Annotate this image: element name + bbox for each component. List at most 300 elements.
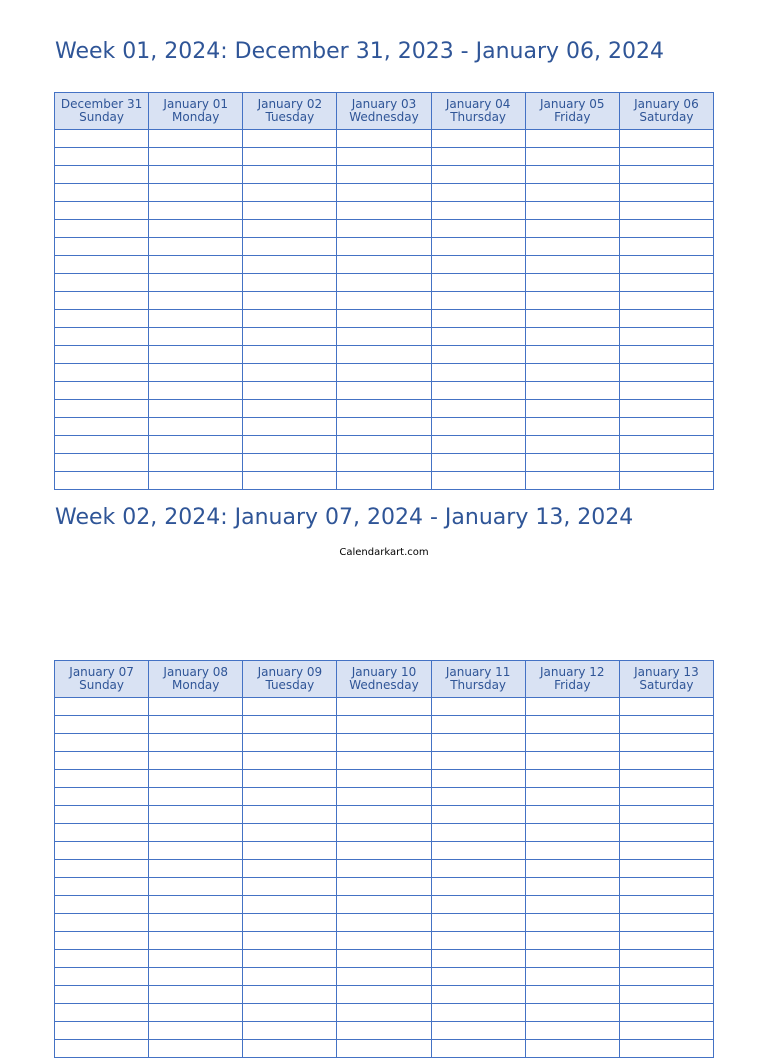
- schedule-cell: [243, 274, 337, 292]
- schedule-cell: [55, 842, 149, 860]
- schedule-cell: [149, 454, 243, 472]
- day-date: January 05: [539, 97, 605, 111]
- schedule-cell: [243, 788, 337, 806]
- schedule-cell: [619, 914, 713, 932]
- schedule-cell: [337, 436, 431, 454]
- schedule-cell: [243, 184, 337, 202]
- schedule-row: [55, 274, 714, 292]
- schedule-cell: [149, 734, 243, 752]
- week-1-table: [54, 92, 714, 490]
- schedule-cell: [619, 860, 713, 878]
- schedule-cell: [337, 878, 431, 896]
- schedule-row: [55, 734, 714, 752]
- schedule-cell: [337, 454, 431, 472]
- day-header-thursday: [431, 93, 525, 130]
- schedule-cell: [337, 860, 431, 878]
- schedule-row: [55, 1040, 714, 1058]
- schedule-row: [55, 220, 714, 238]
- schedule-cell: [55, 436, 149, 454]
- schedule-cell: [149, 310, 243, 328]
- schedule-cell: [525, 202, 619, 220]
- schedule-cell: [149, 1004, 243, 1022]
- schedule-row: [55, 346, 714, 364]
- schedule-cell: [619, 256, 713, 274]
- schedule-row: [55, 842, 714, 860]
- schedule-cell: [431, 914, 525, 932]
- schedule-cell: [525, 382, 619, 400]
- schedule-cell: [619, 148, 713, 166]
- schedule-cell: [55, 932, 149, 950]
- schedule-cell: [243, 166, 337, 184]
- schedule-cell: [525, 932, 619, 950]
- day-weekday: Saturday: [639, 678, 694, 692]
- schedule-cell: [619, 382, 713, 400]
- schedule-cell: [619, 770, 713, 788]
- schedule-cell: [243, 382, 337, 400]
- schedule-cell: [55, 382, 149, 400]
- schedule-cell: [619, 436, 713, 454]
- schedule-cell: [149, 896, 243, 914]
- schedule-cell: [243, 1022, 337, 1040]
- day-weekday: Thursday: [450, 110, 507, 124]
- schedule-cell: [431, 824, 525, 842]
- day-date: January 02: [257, 97, 323, 111]
- schedule-cell: [243, 220, 337, 238]
- schedule-cell: [55, 752, 149, 770]
- schedule-cell: [525, 436, 619, 454]
- schedule-cell: [619, 788, 713, 806]
- day-weekday: Saturday: [639, 110, 694, 124]
- schedule-cell: [149, 184, 243, 202]
- schedule-cell: [619, 364, 713, 382]
- schedule-cell: [337, 770, 431, 788]
- schedule-cell: [55, 274, 149, 292]
- schedule-cell: [149, 130, 243, 148]
- schedule-cell: [619, 400, 713, 418]
- schedule-cell: [149, 950, 243, 968]
- schedule-cell: [337, 752, 431, 770]
- schedule-cell: [55, 364, 149, 382]
- schedule-cell: [337, 166, 431, 184]
- schedule-cell: [619, 1040, 713, 1058]
- schedule-row: [55, 256, 714, 274]
- schedule-cell: [55, 806, 149, 824]
- schedule-row: [55, 770, 714, 788]
- schedule-cell: [243, 914, 337, 932]
- schedule-cell: [525, 400, 619, 418]
- schedule-cell: [337, 256, 431, 274]
- day-header-monday: [149, 93, 243, 130]
- schedule-cell: [55, 824, 149, 842]
- schedule-cell: [337, 968, 431, 986]
- schedule-cell: [525, 788, 619, 806]
- schedule-cell: [337, 274, 431, 292]
- schedule-row: [55, 752, 714, 770]
- schedule-cell: [55, 860, 149, 878]
- schedule-cell: [55, 256, 149, 274]
- schedule-cell: [431, 436, 525, 454]
- schedule-cell: [525, 770, 619, 788]
- schedule-cell: [243, 310, 337, 328]
- schedule-row: [55, 328, 714, 346]
- schedule-cell: [55, 698, 149, 716]
- day-date: January 01: [163, 97, 228, 111]
- schedule-row: [55, 860, 714, 878]
- schedule-cell: [525, 806, 619, 824]
- schedule-row: [55, 716, 714, 734]
- schedule-cell: [337, 1022, 431, 1040]
- schedule-cell: [619, 346, 713, 364]
- schedule-cell: [525, 220, 619, 238]
- schedule-row: [55, 418, 714, 436]
- week-2-table: [54, 660, 714, 1058]
- schedule-cell: [337, 896, 431, 914]
- schedule-row: [55, 878, 714, 896]
- day-weekday: Tuesday: [265, 678, 315, 692]
- schedule-cell: [243, 1040, 337, 1058]
- week-1-title: Week 01, 2024: December 31, 2023 - January 06, 2024: [55, 39, 664, 64]
- schedule-cell: [431, 788, 525, 806]
- week-2-body: [55, 698, 714, 1058]
- schedule-cell: [431, 842, 525, 860]
- schedule-cell: [55, 310, 149, 328]
- day-date: December 31: [60, 97, 143, 111]
- schedule-cell: [431, 382, 525, 400]
- schedule-row: [55, 950, 714, 968]
- schedule-row: [55, 472, 714, 490]
- schedule-cell: [149, 328, 243, 346]
- schedule-row: [55, 400, 714, 418]
- schedule-cell: [337, 842, 431, 860]
- day-date: January 04: [445, 97, 511, 111]
- day-header-saturday: [619, 93, 713, 130]
- schedule-cell: [149, 968, 243, 986]
- day-header-tuesday: [243, 93, 337, 130]
- schedule-cell: [243, 968, 337, 986]
- schedule-cell: [431, 950, 525, 968]
- day-header-friday: [525, 93, 619, 130]
- schedule-cell: [619, 220, 713, 238]
- schedule-cell: [337, 418, 431, 436]
- schedule-cell: [149, 148, 243, 166]
- schedule-cell: [619, 806, 713, 824]
- schedule-cell: [243, 986, 337, 1004]
- schedule-cell: [431, 292, 525, 310]
- schedule-cell: [149, 364, 243, 382]
- schedule-cell: [431, 860, 525, 878]
- schedule-row: [55, 130, 714, 148]
- schedule-cell: [55, 400, 149, 418]
- schedule-cell: [243, 364, 337, 382]
- schedule-cell: [149, 986, 243, 1004]
- day-header-saturday: [619, 661, 713, 698]
- schedule-cell: [525, 130, 619, 148]
- schedule-cell: [337, 292, 431, 310]
- schedule-cell: [525, 274, 619, 292]
- schedule-cell: [149, 346, 243, 364]
- day-header-sunday: [55, 93, 149, 130]
- schedule-row: [55, 148, 714, 166]
- schedule-row: [55, 788, 714, 806]
- schedule-cell: [619, 716, 713, 734]
- schedule-cell: [337, 472, 431, 490]
- schedule-row: [55, 292, 714, 310]
- day-header-friday: [525, 661, 619, 698]
- schedule-cell: [619, 968, 713, 986]
- schedule-cell: [149, 914, 243, 932]
- schedule-cell: [619, 734, 713, 752]
- schedule-cell: [431, 400, 525, 418]
- schedule-cell: [525, 950, 619, 968]
- schedule-cell: [337, 400, 431, 418]
- schedule-cell: [337, 914, 431, 932]
- week-1-header-row: [55, 93, 714, 130]
- schedule-cell: [525, 734, 619, 752]
- schedule-cell: [243, 148, 337, 166]
- schedule-row: [55, 382, 714, 400]
- schedule-cell: [525, 1022, 619, 1040]
- schedule-cell: [337, 1040, 431, 1058]
- schedule-cell: [525, 1040, 619, 1058]
- schedule-cell: [243, 1004, 337, 1022]
- schedule-row: [55, 896, 714, 914]
- schedule-cell: [619, 824, 713, 842]
- day-weekday: Wednesday: [349, 678, 419, 692]
- day-date: January 09: [257, 665, 323, 679]
- schedule-row: [55, 364, 714, 382]
- schedule-cell: [149, 400, 243, 418]
- schedule-cell: [55, 878, 149, 896]
- schedule-cell: [619, 328, 713, 346]
- day-date: January 13: [634, 665, 699, 679]
- schedule-cell: [431, 238, 525, 256]
- schedule-cell: [55, 716, 149, 734]
- schedule-cell: [619, 184, 713, 202]
- schedule-cell: [525, 346, 619, 364]
- schedule-cell: [243, 472, 337, 490]
- schedule-cell: [149, 436, 243, 454]
- schedule-cell: [55, 1022, 149, 1040]
- schedule-cell: [337, 130, 431, 148]
- schedule-cell: [619, 454, 713, 472]
- schedule-cell: [149, 1040, 243, 1058]
- schedule-row: [55, 914, 714, 932]
- footer-site-name: Calendarkart.com: [339, 547, 429, 558]
- schedule-cell: [243, 824, 337, 842]
- schedule-cell: [243, 130, 337, 148]
- schedule-cell: [55, 202, 149, 220]
- schedule-cell: [619, 1004, 713, 1022]
- schedule-cell: [525, 842, 619, 860]
- schedule-cell: [149, 382, 243, 400]
- schedule-cell: [525, 148, 619, 166]
- schedule-cell: [243, 418, 337, 436]
- schedule-cell: [55, 1040, 149, 1058]
- schedule-cell: [337, 220, 431, 238]
- schedule-cell: [337, 986, 431, 1004]
- schedule-cell: [55, 328, 149, 346]
- schedule-cell: [337, 202, 431, 220]
- week-2-title: Week 02, 2024: January 07, 2024 - January 13, 2024: [55, 505, 634, 530]
- schedule-cell: [149, 166, 243, 184]
- schedule-cell: [431, 184, 525, 202]
- schedule-cell: [431, 878, 525, 896]
- day-date: January 12: [539, 665, 605, 679]
- day-weekday: Thursday: [450, 678, 507, 692]
- schedule-cell: [525, 824, 619, 842]
- schedule-cell: [431, 1022, 525, 1040]
- schedule-cell: [55, 238, 149, 256]
- schedule-cell: [243, 238, 337, 256]
- day-weekday: Friday: [554, 678, 591, 692]
- schedule-cell: [337, 824, 431, 842]
- schedule-row: [55, 968, 714, 986]
- schedule-cell: [337, 184, 431, 202]
- schedule-row: [55, 1004, 714, 1022]
- schedule-cell: [243, 752, 337, 770]
- schedule-cell: [55, 454, 149, 472]
- schedule-cell: [55, 986, 149, 1004]
- schedule-cell: [55, 1004, 149, 1022]
- schedule-cell: [431, 716, 525, 734]
- schedule-cell: [149, 418, 243, 436]
- schedule-cell: [243, 932, 337, 950]
- schedule-cell: [525, 752, 619, 770]
- schedule-cell: [55, 968, 149, 986]
- schedule-cell: [243, 842, 337, 860]
- schedule-cell: [243, 878, 337, 896]
- schedule-cell: [431, 328, 525, 346]
- schedule-row: [55, 986, 714, 1004]
- schedule-cell: [243, 346, 337, 364]
- schedule-cell: [431, 1040, 525, 1058]
- schedule-cell: [525, 184, 619, 202]
- day-date: January 08: [163, 665, 228, 679]
- schedule-cell: [55, 346, 149, 364]
- day-header-wednesday: [337, 93, 431, 130]
- schedule-row: [55, 698, 714, 716]
- schedule-cell: [149, 860, 243, 878]
- schedule-cell: [243, 202, 337, 220]
- schedule-cell: [243, 716, 337, 734]
- schedule-cell: [243, 734, 337, 752]
- schedule-cell: [337, 310, 431, 328]
- schedule-cell: [243, 698, 337, 716]
- schedule-cell: [149, 842, 243, 860]
- schedule-cell: [525, 1004, 619, 1022]
- schedule-cell: [149, 752, 243, 770]
- schedule-cell: [619, 166, 713, 184]
- schedule-cell: [525, 472, 619, 490]
- schedule-cell: [55, 950, 149, 968]
- schedule-cell: [337, 238, 431, 256]
- schedule-cell: [431, 770, 525, 788]
- schedule-cell: [149, 878, 243, 896]
- schedule-row: [55, 310, 714, 328]
- schedule-cell: [619, 932, 713, 950]
- day-weekday: Sunday: [79, 110, 125, 124]
- schedule-cell: [55, 418, 149, 436]
- schedule-cell: [149, 220, 243, 238]
- day-weekday: Friday: [554, 110, 591, 124]
- schedule-cell: [149, 202, 243, 220]
- schedule-cell: [337, 364, 431, 382]
- schedule-cell: [619, 472, 713, 490]
- schedule-cell: [149, 274, 243, 292]
- schedule-cell: [337, 382, 431, 400]
- schedule-cell: [619, 1022, 713, 1040]
- schedule-cell: [337, 346, 431, 364]
- schedule-cell: [619, 418, 713, 436]
- schedule-cell: [525, 292, 619, 310]
- schedule-cell: [619, 698, 713, 716]
- schedule-cell: [337, 788, 431, 806]
- schedule-cell: [55, 472, 149, 490]
- schedule-cell: [619, 292, 713, 310]
- schedule-cell: [431, 202, 525, 220]
- schedule-cell: [525, 310, 619, 328]
- schedule-cell: [337, 950, 431, 968]
- schedule-cell: [619, 950, 713, 968]
- schedule-cell: [619, 130, 713, 148]
- schedule-cell: [149, 806, 243, 824]
- schedule-cell: [149, 716, 243, 734]
- schedule-row: [55, 806, 714, 824]
- schedule-cell: [619, 310, 713, 328]
- day-date: January 11: [445, 665, 511, 679]
- schedule-cell: [525, 364, 619, 382]
- day-header-monday: [149, 661, 243, 698]
- schedule-cell: [55, 734, 149, 752]
- schedule-cell: [431, 734, 525, 752]
- schedule-cell: [619, 986, 713, 1004]
- schedule-cell: [431, 274, 525, 292]
- schedule-cell: [619, 752, 713, 770]
- day-header-tuesday: [243, 661, 337, 698]
- schedule-cell: [431, 256, 525, 274]
- schedule-row: [55, 436, 714, 454]
- schedule-cell: [431, 346, 525, 364]
- day-weekday: Monday: [172, 110, 220, 124]
- day-header-thursday: [431, 661, 525, 698]
- schedule-cell: [243, 400, 337, 418]
- schedule-cell: [243, 328, 337, 346]
- schedule-cell: [525, 914, 619, 932]
- schedule-cell: [243, 770, 337, 788]
- schedule-cell: [55, 166, 149, 184]
- schedule-row: [55, 166, 714, 184]
- schedule-cell: [55, 184, 149, 202]
- schedule-cell: [431, 220, 525, 238]
- schedule-cell: [619, 274, 713, 292]
- day-date: January 06: [634, 97, 699, 111]
- schedule-cell: [431, 1004, 525, 1022]
- schedule-row: [55, 824, 714, 842]
- schedule-cell: [431, 896, 525, 914]
- schedule-row: [55, 454, 714, 472]
- schedule-cell: [149, 472, 243, 490]
- day-weekday: Sunday: [79, 678, 125, 692]
- schedule-cell: [525, 716, 619, 734]
- schedule-cell: [55, 292, 149, 310]
- schedule-cell: [431, 364, 525, 382]
- schedule-cell: [55, 220, 149, 238]
- schedule-cell: [431, 806, 525, 824]
- schedule-cell: [431, 130, 525, 148]
- schedule-cell: [431, 166, 525, 184]
- schedule-cell: [243, 806, 337, 824]
- schedule-cell: [525, 698, 619, 716]
